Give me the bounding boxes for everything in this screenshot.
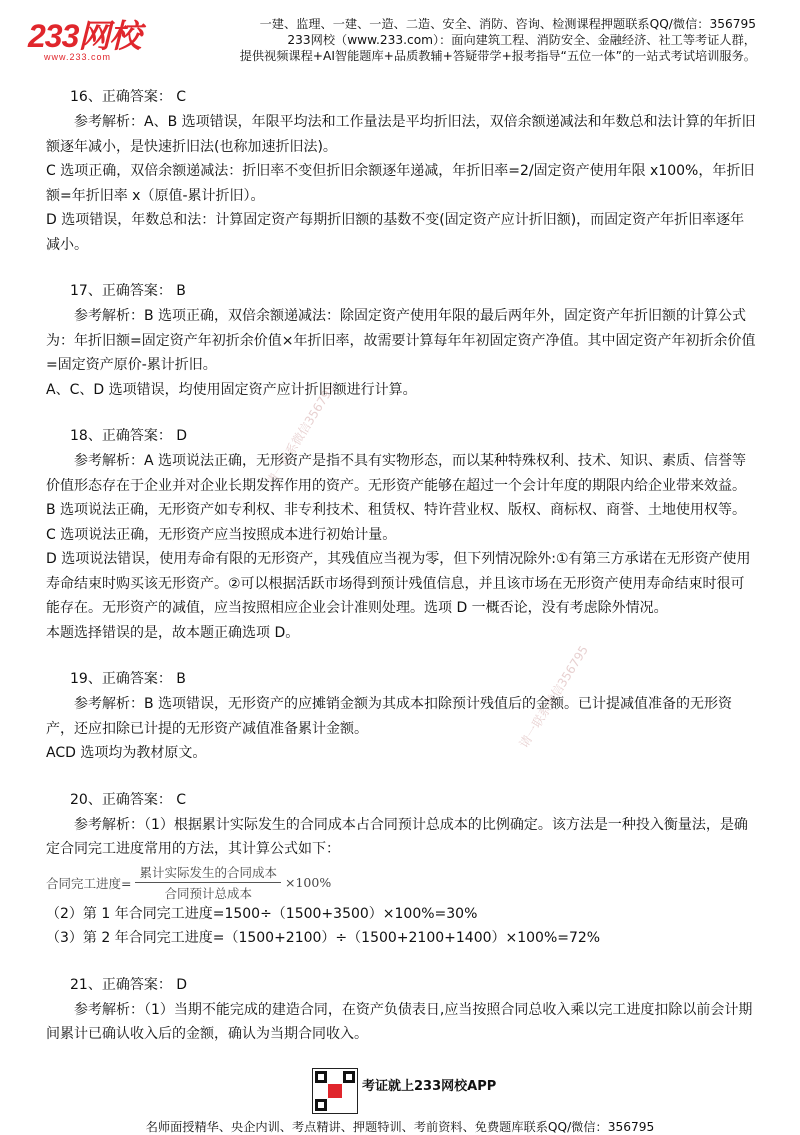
question-block (46, 424, 758, 645)
option-paragraph: D 选项说法错误，使用寿命有限的无形资产，其残值应当视为零，但下列情况除外:①有第三方承诺在无形资产使用寿命结束时购买该无形资产。②可以根据活跃市场得到预计残值信息，并且该市场在无形资产使用寿命结束时很可能存在。无形资产的减值，应当按照相应企业会计准则处理。选项 D 一概否论，没有考虑除外情况。 (46, 551, 751, 616)
answer-line: 17、正确答案： B (70, 283, 186, 299)
brand-logo-url: www.233.com (44, 52, 112, 62)
header-line-2: 233网校（www.233.com）：面向建筑工程、消防安全、金融经济、社工等考证人群， (287, 33, 756, 47)
explanation-paragraph: 参考解析：B 选项错误，无形资产的应摊销金额为其成本扣除预计残值后的金额。已计提减值准备的无形资产，还应扣除已计提的无形资产减值准备累计金额。 (46, 696, 733, 737)
brand-logo: 233网校 (28, 18, 141, 54)
answer-line: 21、正确答案： D (70, 976, 188, 993)
formula-left: 合同完工进度= (46, 875, 132, 891)
page-footer (0, 1066, 800, 1134)
answer-line: 18、正确答案： D (70, 428, 188, 444)
page-header (0, 0, 800, 66)
option-paragraph: 本题选择错误的是，故本题正确选项 D。 (46, 624, 300, 641)
option-paragraph: ACD 选项均为教材原文。 (46, 745, 207, 761)
watermark-1: 请一联系微信356795 (263, 381, 338, 489)
answer-line: 19、正确答案： B (70, 671, 186, 687)
calculation-line: （3）第 2 年合同完工进度=（1500+2100）÷（1500+2100+1400）×100%=72% (46, 930, 601, 946)
qr-code-icon (312, 1068, 358, 1114)
formula-right: ×100% (285, 875, 332, 890)
option-paragraph: D 选项错误，年数总和法：计算固定资产每期折旧额的基数不变(固定资产应计折旧额)，而固定资产年折旧率逐年减小。 (46, 212, 745, 253)
explanation-paragraph: 参考解析：A 选项说法正确，无形资产是指不具有实物形态，而以某种特殊权利、技术、知识、素质、信誉等价值形态存在于企业并对企业长期发挥作用的资产。无形资产能够在超过一个会计年度的期限内给企业带来效益。 (46, 453, 747, 494)
formula-numerator: 累计实际发生的合同成本 (135, 863, 281, 883)
header-line-1: 一建、监理、一建、一造、二造、安全、消防、咨询、检测课程押题联系QQ/微信：356795 (259, 17, 756, 31)
header-line-3: 提供视频课程+AI智能题库+品质教辅+答疑带学+报考指导“五位一体”的一站式考试培训服务。 (239, 49, 756, 63)
explanation-paragraph: 参考解析：A、B 选项错误，年限平均法和工作量法是平均折旧法，双倍余额递减法和年数总和法计算的年折旧额逐年减小，是快速折旧法(也称加速折旧法)。 (46, 114, 756, 155)
question-block (46, 279, 758, 402)
question-block (46, 85, 758, 257)
question-block (46, 788, 758, 951)
question-block (46, 667, 758, 766)
formula-fraction (135, 863, 281, 902)
footer-app-text: 考证就上233网校APP (362, 1079, 497, 1094)
watermark-2: 请一联系微信356795 (516, 643, 591, 751)
formula-completion-progress (46, 864, 758, 902)
option-paragraph: A、C、D 选项错误，均使用固定资产应计折旧额进行计算。 (46, 381, 417, 398)
option-paragraph: C 选项说法正确，无形资产应当按照成本进行初始计量。 (46, 526, 397, 543)
formula-denominator: 合同预计总成本 (164, 886, 252, 901)
question-block (46, 973, 758, 1047)
answer-line: 20、正确答案： C (70, 791, 187, 808)
answer-line: 16、正确答案： C (70, 89, 187, 105)
footer-line: 名师面授精华、央企内训、考点精讲、押题特训、考前资料、免费题库联系QQ/微信：356795 (145, 1120, 655, 1134)
option-paragraph: C 选项正确，双倍余额递减法：折旧率不变但折旧余额逐年递减，年折旧率=2/固定资产使用年限 x100%，年折旧额=年折旧率 x（原值-累计折旧）。 (46, 163, 755, 204)
explanation-paragraph: 参考解析：B 选项正确，双倍余额递减法：除固定资产使用年限的最后两年外，固定资产年折旧额的计算公式为：年折旧额=固定资产年初折余价值×年折旧率，故需要计算每年年初固定资产净值。其中固定资产年初折余价值=固定资产原价-累计折旧。 (46, 308, 756, 373)
option-paragraph: B 选项说法正确，无形资产如专利权、非专利技术、租赁权、特许营业权、版权、商标权、商誉、土地使用权等。 (46, 502, 747, 518)
explanation-paragraph: 参考解析：（1）当期不能完成的建造合同，在资产负债表日,应当按照合同总收入乘以完工进度扣除以前会计期间累计已确认收入后的金额，确认为当期合同收入。 (46, 1001, 753, 1042)
answer-content (46, 85, 758, 1069)
explanation-paragraph: 参考解析：（1）根据累计实际发生的合同成本占合同预计总成本的比例确定。该方法是一种投入衡量法，是确定合同完工进度常用的方法，其计算公式如下： (46, 816, 748, 857)
calculation-line: （2）第 1 年合同完工进度=1500÷（1500+3500）×100%=30% (46, 905, 478, 922)
